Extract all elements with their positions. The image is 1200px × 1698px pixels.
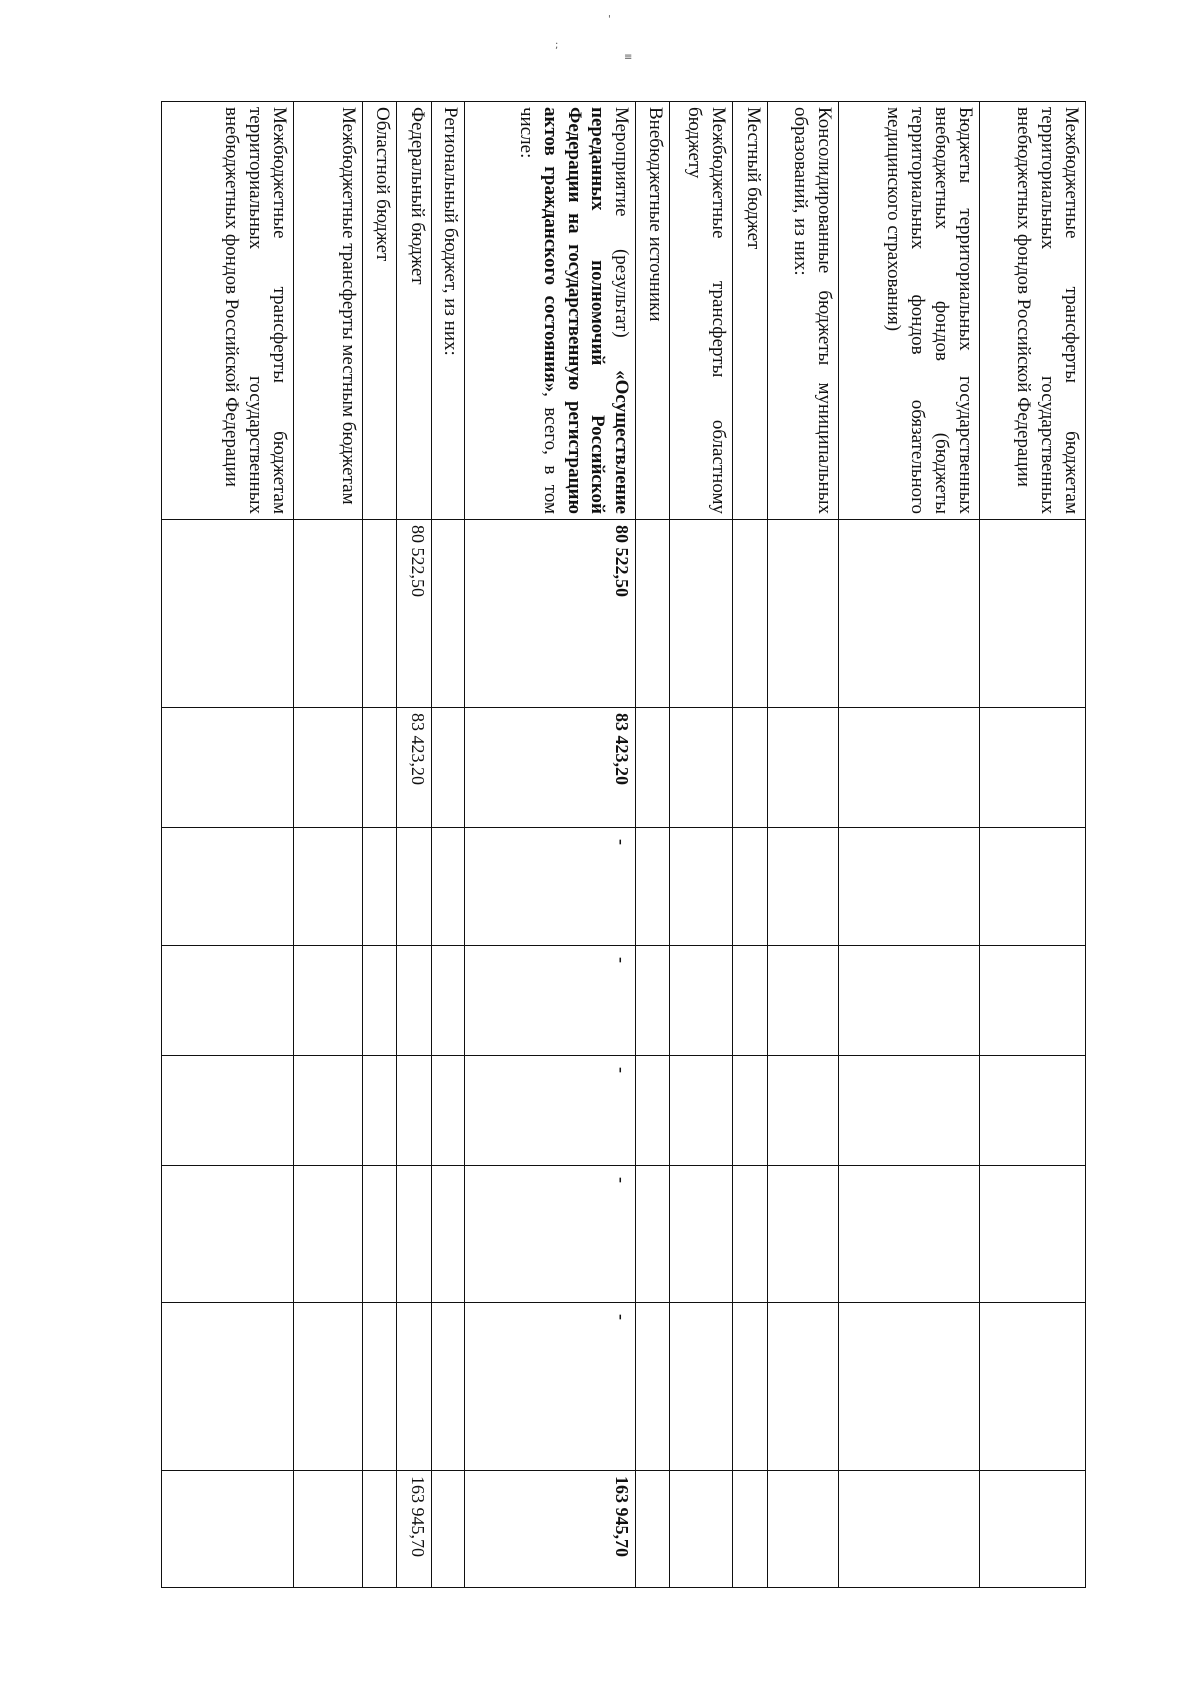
scan-artifact: ' xyxy=(608,14,611,25)
value-cell: 163 945,70 xyxy=(396,1471,431,1588)
row-label-part: Мероприятие (результат) xyxy=(611,107,633,371)
value-cell xyxy=(767,1056,838,1166)
value-cell xyxy=(979,1303,1085,1471)
table-row xyxy=(732,102,767,1588)
value-cell xyxy=(979,1471,1085,1588)
dash-value: - xyxy=(612,1314,633,1320)
row-label: Межбюджетные трансферты бюджетам территориальных государственных внебюджетных фондов Российской Федерации xyxy=(979,102,1085,520)
value-cell xyxy=(293,828,362,946)
value-cell xyxy=(670,1471,733,1588)
row-label-bold: «Осуществление переданных полномочий Российской Федерации на государственную регистрацию актов гражданского состояния» xyxy=(539,107,633,514)
value-cell xyxy=(293,946,362,1056)
row-label: Областной бюджет xyxy=(362,102,396,520)
dash-value: - xyxy=(612,1177,633,1183)
scan-artifact: ≡ xyxy=(624,52,633,63)
table-row xyxy=(767,102,838,1588)
value-cell xyxy=(732,828,767,946)
value-cell: 80 522,50 xyxy=(464,520,635,708)
value-cell xyxy=(979,1056,1085,1166)
row-label: Бюджеты территориальных государственных внебюджетных фондов (бюджеты территориальных фондов обязательного медицинского страхования) xyxy=(839,102,979,520)
table-row xyxy=(362,102,396,1588)
value-cell xyxy=(636,1471,670,1588)
value-cell xyxy=(396,1166,431,1303)
value-cell xyxy=(396,828,431,946)
value-cell xyxy=(293,1056,362,1166)
value-cell xyxy=(162,1166,294,1303)
value-cell xyxy=(362,1471,396,1588)
value-cell xyxy=(396,1056,431,1166)
value-cell xyxy=(162,1471,294,1588)
value-cell xyxy=(767,1303,838,1471)
value-cell xyxy=(464,828,635,946)
row-label: Межбюджетные трансферты местным бюджетам xyxy=(293,102,362,520)
value-cell xyxy=(839,1303,979,1471)
value-cell xyxy=(732,1056,767,1166)
value-cell xyxy=(432,828,465,946)
value-cell xyxy=(293,1303,362,1471)
value-cell xyxy=(432,708,465,828)
value-cell xyxy=(979,828,1085,946)
table-row xyxy=(979,102,1085,1588)
value-cell xyxy=(432,520,465,708)
value-cell xyxy=(732,1166,767,1303)
value-cell xyxy=(362,1303,396,1471)
scan-artifact: ; xyxy=(555,40,559,51)
value-cell xyxy=(636,708,670,828)
value-cell: 163 945,70 xyxy=(464,1471,635,1588)
value-cell xyxy=(293,708,362,828)
value-cell xyxy=(396,1303,431,1471)
dash-value: - xyxy=(612,839,633,845)
value-cell xyxy=(767,946,838,1056)
value-cell xyxy=(670,946,733,1056)
value-cell xyxy=(636,1303,670,1471)
value-cell xyxy=(162,1303,294,1471)
row-label: Межбюджетные трансферты бюджетам территориальных государственных внебюджетных фондов Российской Федерации xyxy=(162,102,294,520)
value-cell xyxy=(839,520,979,708)
value-cell xyxy=(979,520,1085,708)
table-row xyxy=(636,102,670,1588)
value-cell xyxy=(293,520,362,708)
value-cell xyxy=(839,946,979,1056)
value-cell xyxy=(162,946,294,1056)
value-cell xyxy=(767,1471,838,1588)
value-cell xyxy=(670,1303,733,1471)
value-cell xyxy=(432,1303,465,1471)
value-cell xyxy=(162,708,294,828)
table-row xyxy=(293,102,362,1588)
table-row xyxy=(670,102,733,1588)
value-cell xyxy=(636,946,670,1056)
value-cell xyxy=(162,520,294,708)
value-cell xyxy=(432,1056,465,1166)
value-cell xyxy=(979,1166,1085,1303)
row-label: Федеральный бюджет xyxy=(396,102,431,520)
value-cell xyxy=(362,1166,396,1303)
value-cell xyxy=(732,1471,767,1588)
value-cell xyxy=(767,520,838,708)
table-row xyxy=(162,102,294,1588)
value-cell xyxy=(362,520,396,708)
table-row xyxy=(432,102,465,1588)
dash-value: - xyxy=(612,957,633,963)
value-cell xyxy=(432,1166,465,1303)
row-label: Межбюджетные трансферты областному бюджету xyxy=(670,102,733,520)
value-cell xyxy=(362,946,396,1056)
value-cell xyxy=(636,520,670,708)
value-cell xyxy=(839,708,979,828)
row-label-part: , всего, в том числе: xyxy=(516,107,561,514)
value-cell xyxy=(636,828,670,946)
value-cell xyxy=(396,946,431,1056)
value-cell: 83 423,20 xyxy=(464,708,635,828)
value-cell xyxy=(839,1056,979,1166)
row-label xyxy=(464,102,635,520)
value-cell xyxy=(464,1303,635,1471)
value-cell xyxy=(293,1166,362,1303)
value-cell: 83 423,20 xyxy=(396,708,431,828)
value-cell xyxy=(839,1166,979,1303)
value-cell xyxy=(979,708,1085,828)
value-cell xyxy=(767,708,838,828)
value-cell xyxy=(636,1166,670,1303)
value-cell xyxy=(767,828,838,946)
value-cell xyxy=(732,1303,767,1471)
value-cell xyxy=(464,946,635,1056)
value-cell xyxy=(636,1056,670,1166)
value-cell xyxy=(732,708,767,828)
value-cell xyxy=(362,708,396,828)
value-cell xyxy=(362,828,396,946)
value-cell xyxy=(979,946,1085,1056)
value-cell xyxy=(162,1056,294,1166)
value-cell: 80 522,50 xyxy=(396,520,431,708)
budget-table xyxy=(161,101,1086,1588)
table-row xyxy=(464,102,635,1588)
row-label: Региональный бюджет, из них: xyxy=(432,102,465,520)
dash-value: - xyxy=(612,1067,633,1073)
row-label: Консолидированные бюджеты муниципальных образований, из них: xyxy=(767,102,838,520)
value-cell xyxy=(732,520,767,708)
value-cell xyxy=(670,1166,733,1303)
value-cell xyxy=(670,1056,733,1166)
value-cell xyxy=(839,828,979,946)
value-cell xyxy=(432,1471,465,1588)
value-cell xyxy=(839,1471,979,1588)
value-cell xyxy=(362,1056,396,1166)
row-label: Внебюджетные источники xyxy=(636,102,670,520)
table-row xyxy=(839,102,979,1588)
value-cell xyxy=(432,946,465,1056)
value-cell xyxy=(670,520,733,708)
value-cell xyxy=(732,946,767,1056)
value-cell xyxy=(767,1166,838,1303)
value-cell xyxy=(464,1056,635,1166)
value-cell xyxy=(162,828,294,946)
value-cell xyxy=(293,1471,362,1588)
rotated-page xyxy=(161,101,1086,1587)
value-cell xyxy=(670,828,733,946)
row-label: Местный бюджет xyxy=(732,102,767,520)
table-row xyxy=(396,102,431,1588)
value-cell xyxy=(464,1166,635,1303)
value-cell xyxy=(670,708,733,828)
